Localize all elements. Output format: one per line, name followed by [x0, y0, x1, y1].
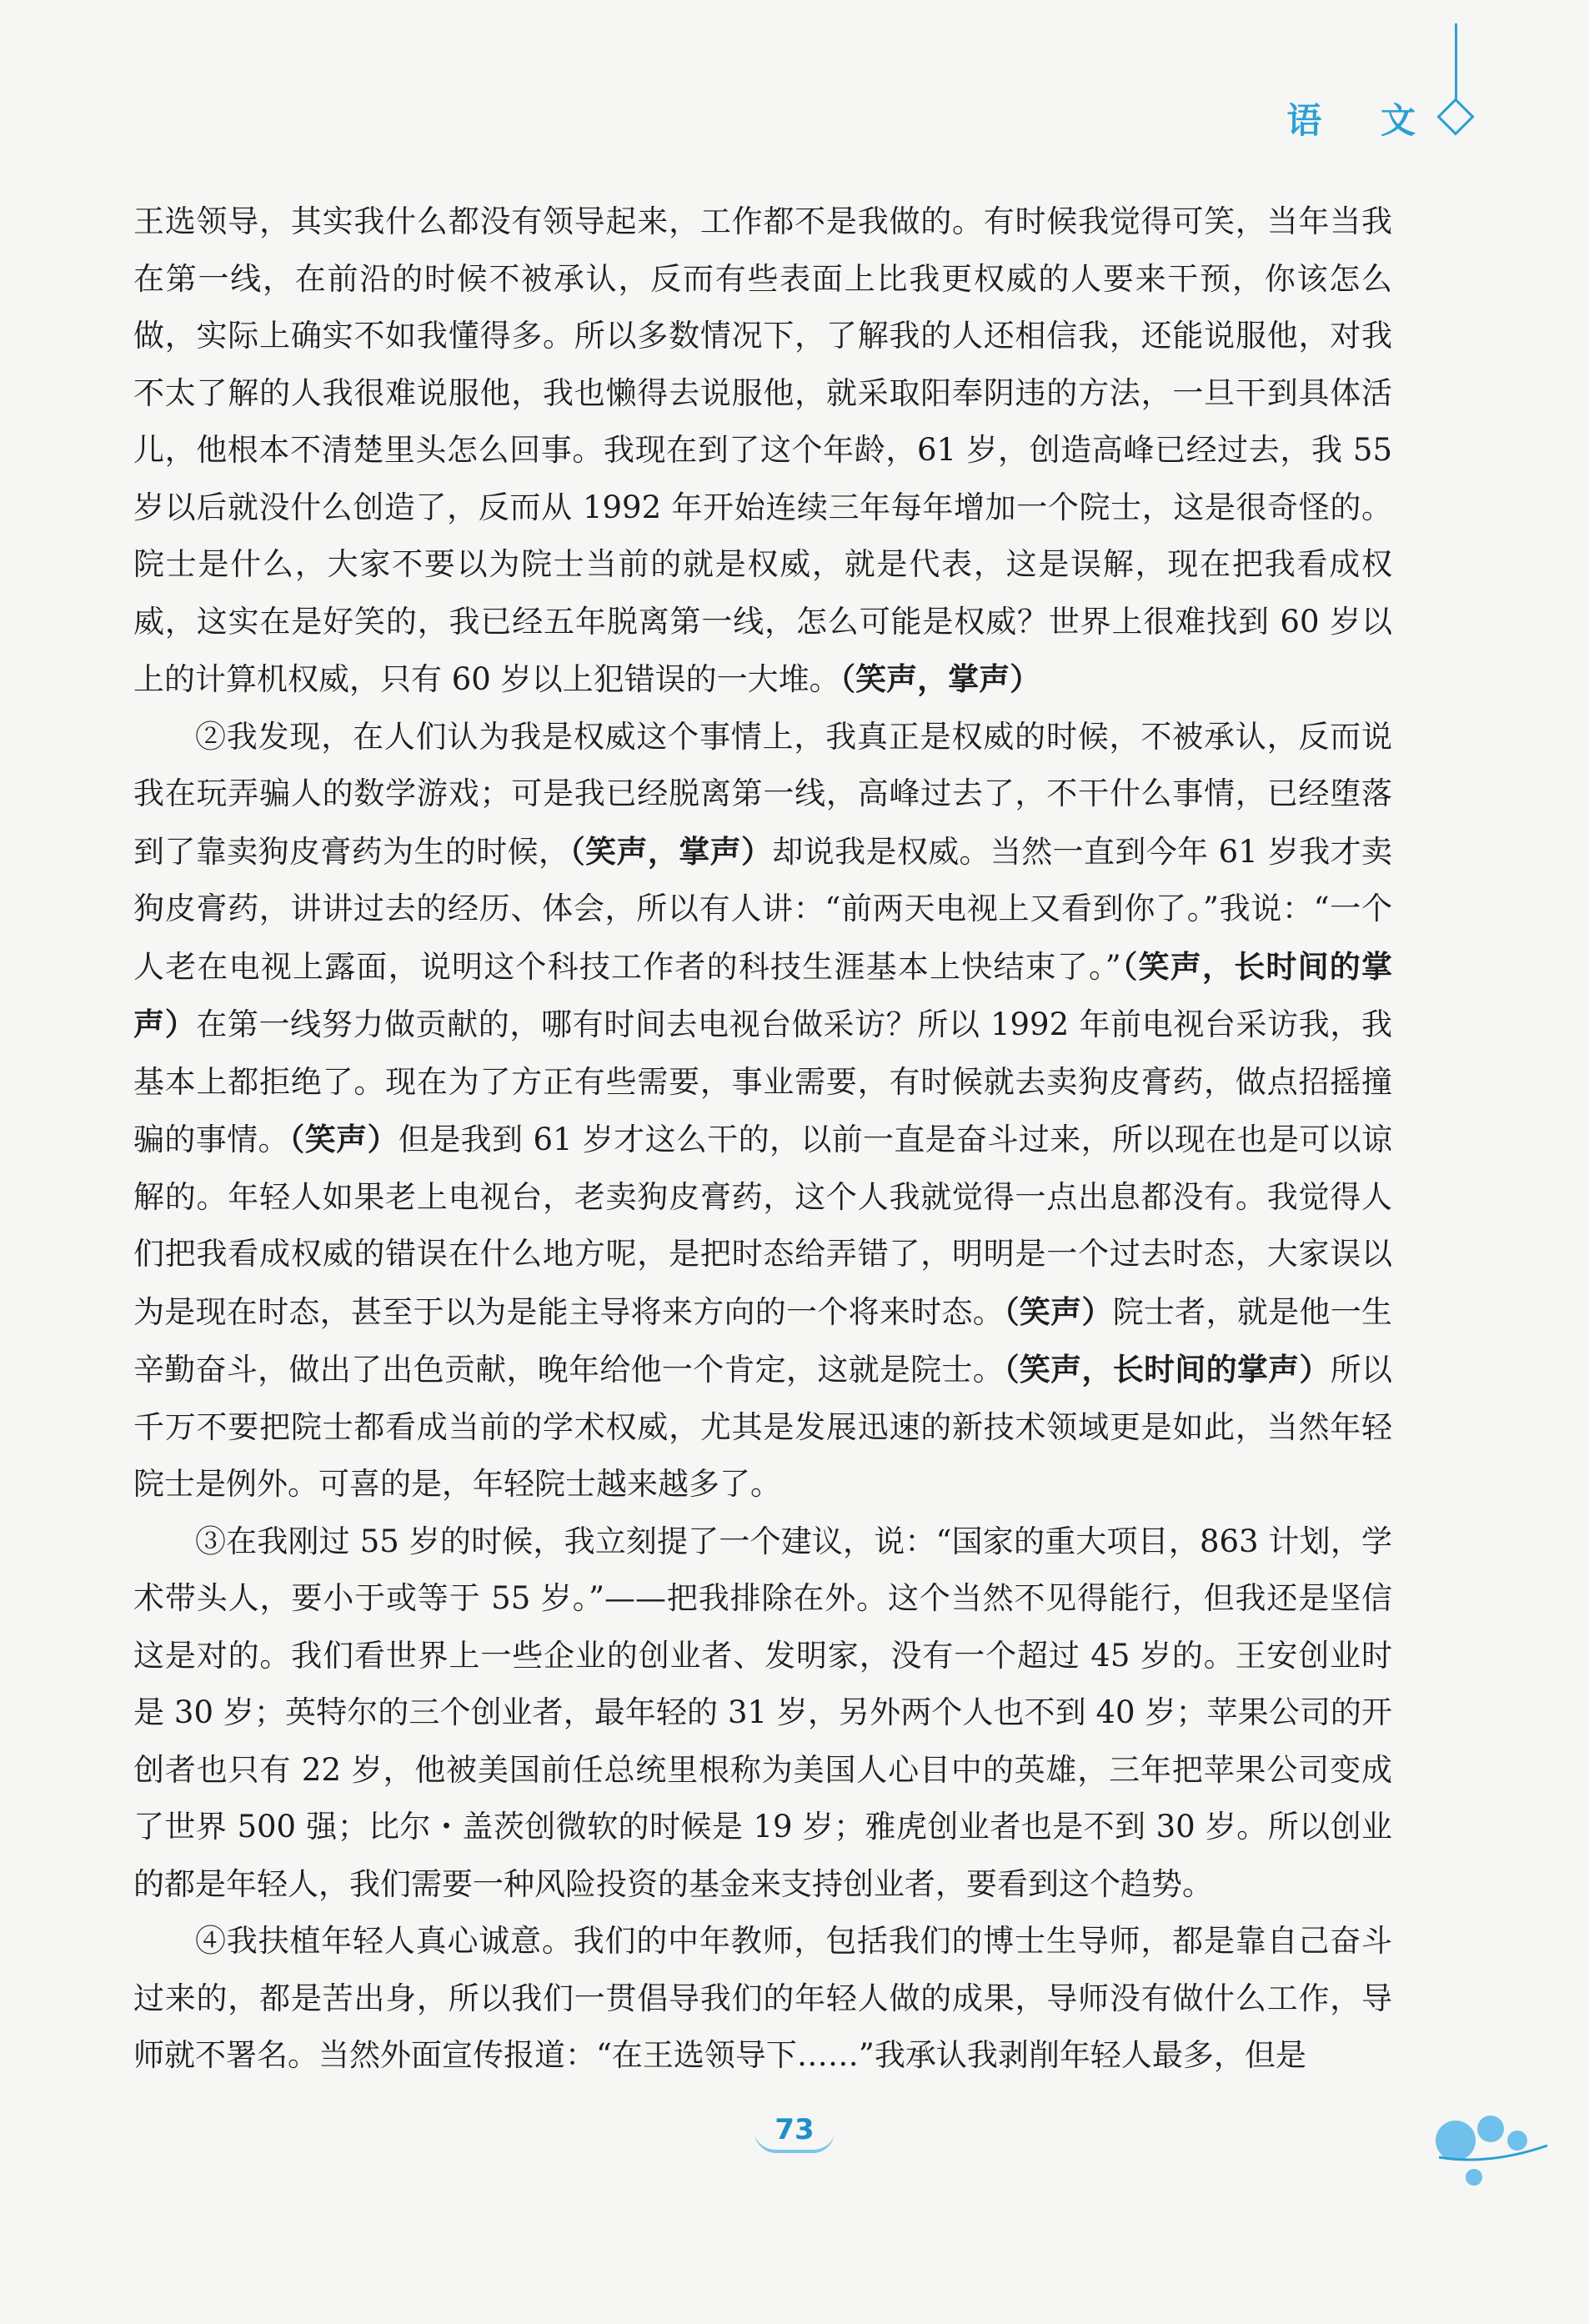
body-text: [133, 193, 1392, 2085]
annotation-laugh: （笑声）: [288, 1121, 399, 1157]
paragraph-1: 王选领导，其实我什么都没有领导起来，工作都不是我做的。有时候我觉得可笑，当年当我在第一线，在前沿的时候不被承认，反而有些表面上比我更权威的人要来干预，你该怎么做，实际上确实不如我懂得多。所以多数情况下，了解我的人还相信我，还能说服他，对我不太了解的人我很难说服他，我也懒得去说服他，就采取阳奉阴违的方法，一旦干到具体活儿，他根本不清楚里头怎么回事。我现在到了这个年龄，61 岁，创造高峰已经过去，我 55 岁以后就没什么创造了，反而从 1992 年开始连续三年每年增加一个院士，这是很奇怪的。院士是什么，大家不要以为院士当前的就是权威，就是代表，这是误解，现在把我看成权威，这实在是好笑的，我已经五年脱离第一线，怎么可能是权威？世界上很难找到 60 岁以上的计算机权威，只有 60 岁以上犯错误的一大堆。（笑声，掌声）: [133, 203, 1392, 697]
annotation-laugh-2: （笑声）: [1004, 1293, 1113, 1330]
decorative-dots-icon: [1431, 2107, 1556, 2199]
page-number-badge: 73: [754, 2110, 834, 2153]
paragraph-3: ③在我刚过 55 岁的时候，我立刻提了一个建议，说：“国家的重大项目，863 计划，学术带头人，要小于或等于 55 岁。”——把我排除在外。这个当然不见得能行，但我还是坚信这是对的。我们看世界上一些企业的创业者、发明家，没有一个超过 45 岁的。王安创业时是 30 岁；英特尔的三个创业者，最年轻的 31 岁，另外两个人也不到 40 岁；苹果公司的开创者也只有 22 岁，他被美国前任总统里根称为美国人心目中的英雄，三年把苹果公司变成了世界 500 强；比尔・盖茨创微软的时候是 19 岁；雅虎创业者也是不到 30 岁。所以创业的都是年轻人，我们需要一种风险投资的基金来支持创业者，要看到这个趋势。: [133, 1523, 1392, 1902]
page-number: [0, 2110, 1589, 2153]
page-header: [1286, 93, 1439, 143]
subject-label: 语 文: [1286, 100, 1439, 141]
annotation-laugh-long-applause-2: （笑声，长时间的掌声）: [1004, 1351, 1331, 1388]
paragraph-2: ②我发现，在人们认为我是权威这个事情上，我真正是权威的时候，不被承认，反而说我在玩弄骗人的数学游戏；可是我已经脱离第一线，高峰过去了，不干什么事情，已经堕落到了靠卖狗皮膏药为生的时候，（笑声，掌声）却说我是权威。当然一直到今年 61 岁我才卖狗皮膏药，讲讲过去的经历、体会，所以有人讲：“前两天电视上又看到你了。”我说：“一个人老在电视上露面，说明这个科技工作者的科技生涯基本上快结束了。”（笑声，长时间的掌声）在第一线努力做贡献的，哪有时间去电视台做采访？所以 1992 年前电视台采访我，我基本上都拒绝了。现在为了方正有些需要，事业需要，有时候就去卖狗皮膏药，做点招摇撞骗的事情。（笑声）但是我到 61 岁才这么干的，以前一直是奋斗过来，所以现在也是可以谅解的。年轻人如果老上电视台，老卖狗皮膏药，这个人我就觉得一点出息都没有。我觉得人们把我看成权威的错误在什么地方呢，是把时态给弄错了，明明是一个过去时态，大家误以为是现在时态，甚至于以为是能主导将来方向的一个将来时态。（笑声）院士者，就是他一生辛勤奋斗，做出了出色贡献，晚年给他一个肯定，这就是院士。（笑声，长时间的掌声）所以千万不要把院士都看成当前的学术权威，尤其是发展迅速的新技术领域更是如此，当然年轻院士是例外。可喜的是，年轻院士越来越多了。: [133, 718, 1393, 1502]
header-decoration-line: [1455, 23, 1457, 100]
annotation-laugh-applause-2: （笑声，掌声）: [569, 832, 773, 870]
annotation-laugh-applause: （笑声，掌声）: [840, 660, 1041, 697]
diamond-icon: [1436, 98, 1474, 135]
annotation-laugh-long-applause: （笑声，长时间的掌声）: [133, 947, 1393, 1042]
paragraph-4: ④我扶植年轻人真心诚意。我们的中年教师，包括我们的博士生导师，都是靠自己奋斗过来的，都是苦出身，所以我们一贯倡导我们的年轻人做的成果，导师没有做什么工作，导师就不署名。当然外面宣传报道：“在王选领导下……”我承认我剥削年轻人最多，但是: [133, 1923, 1392, 2073]
